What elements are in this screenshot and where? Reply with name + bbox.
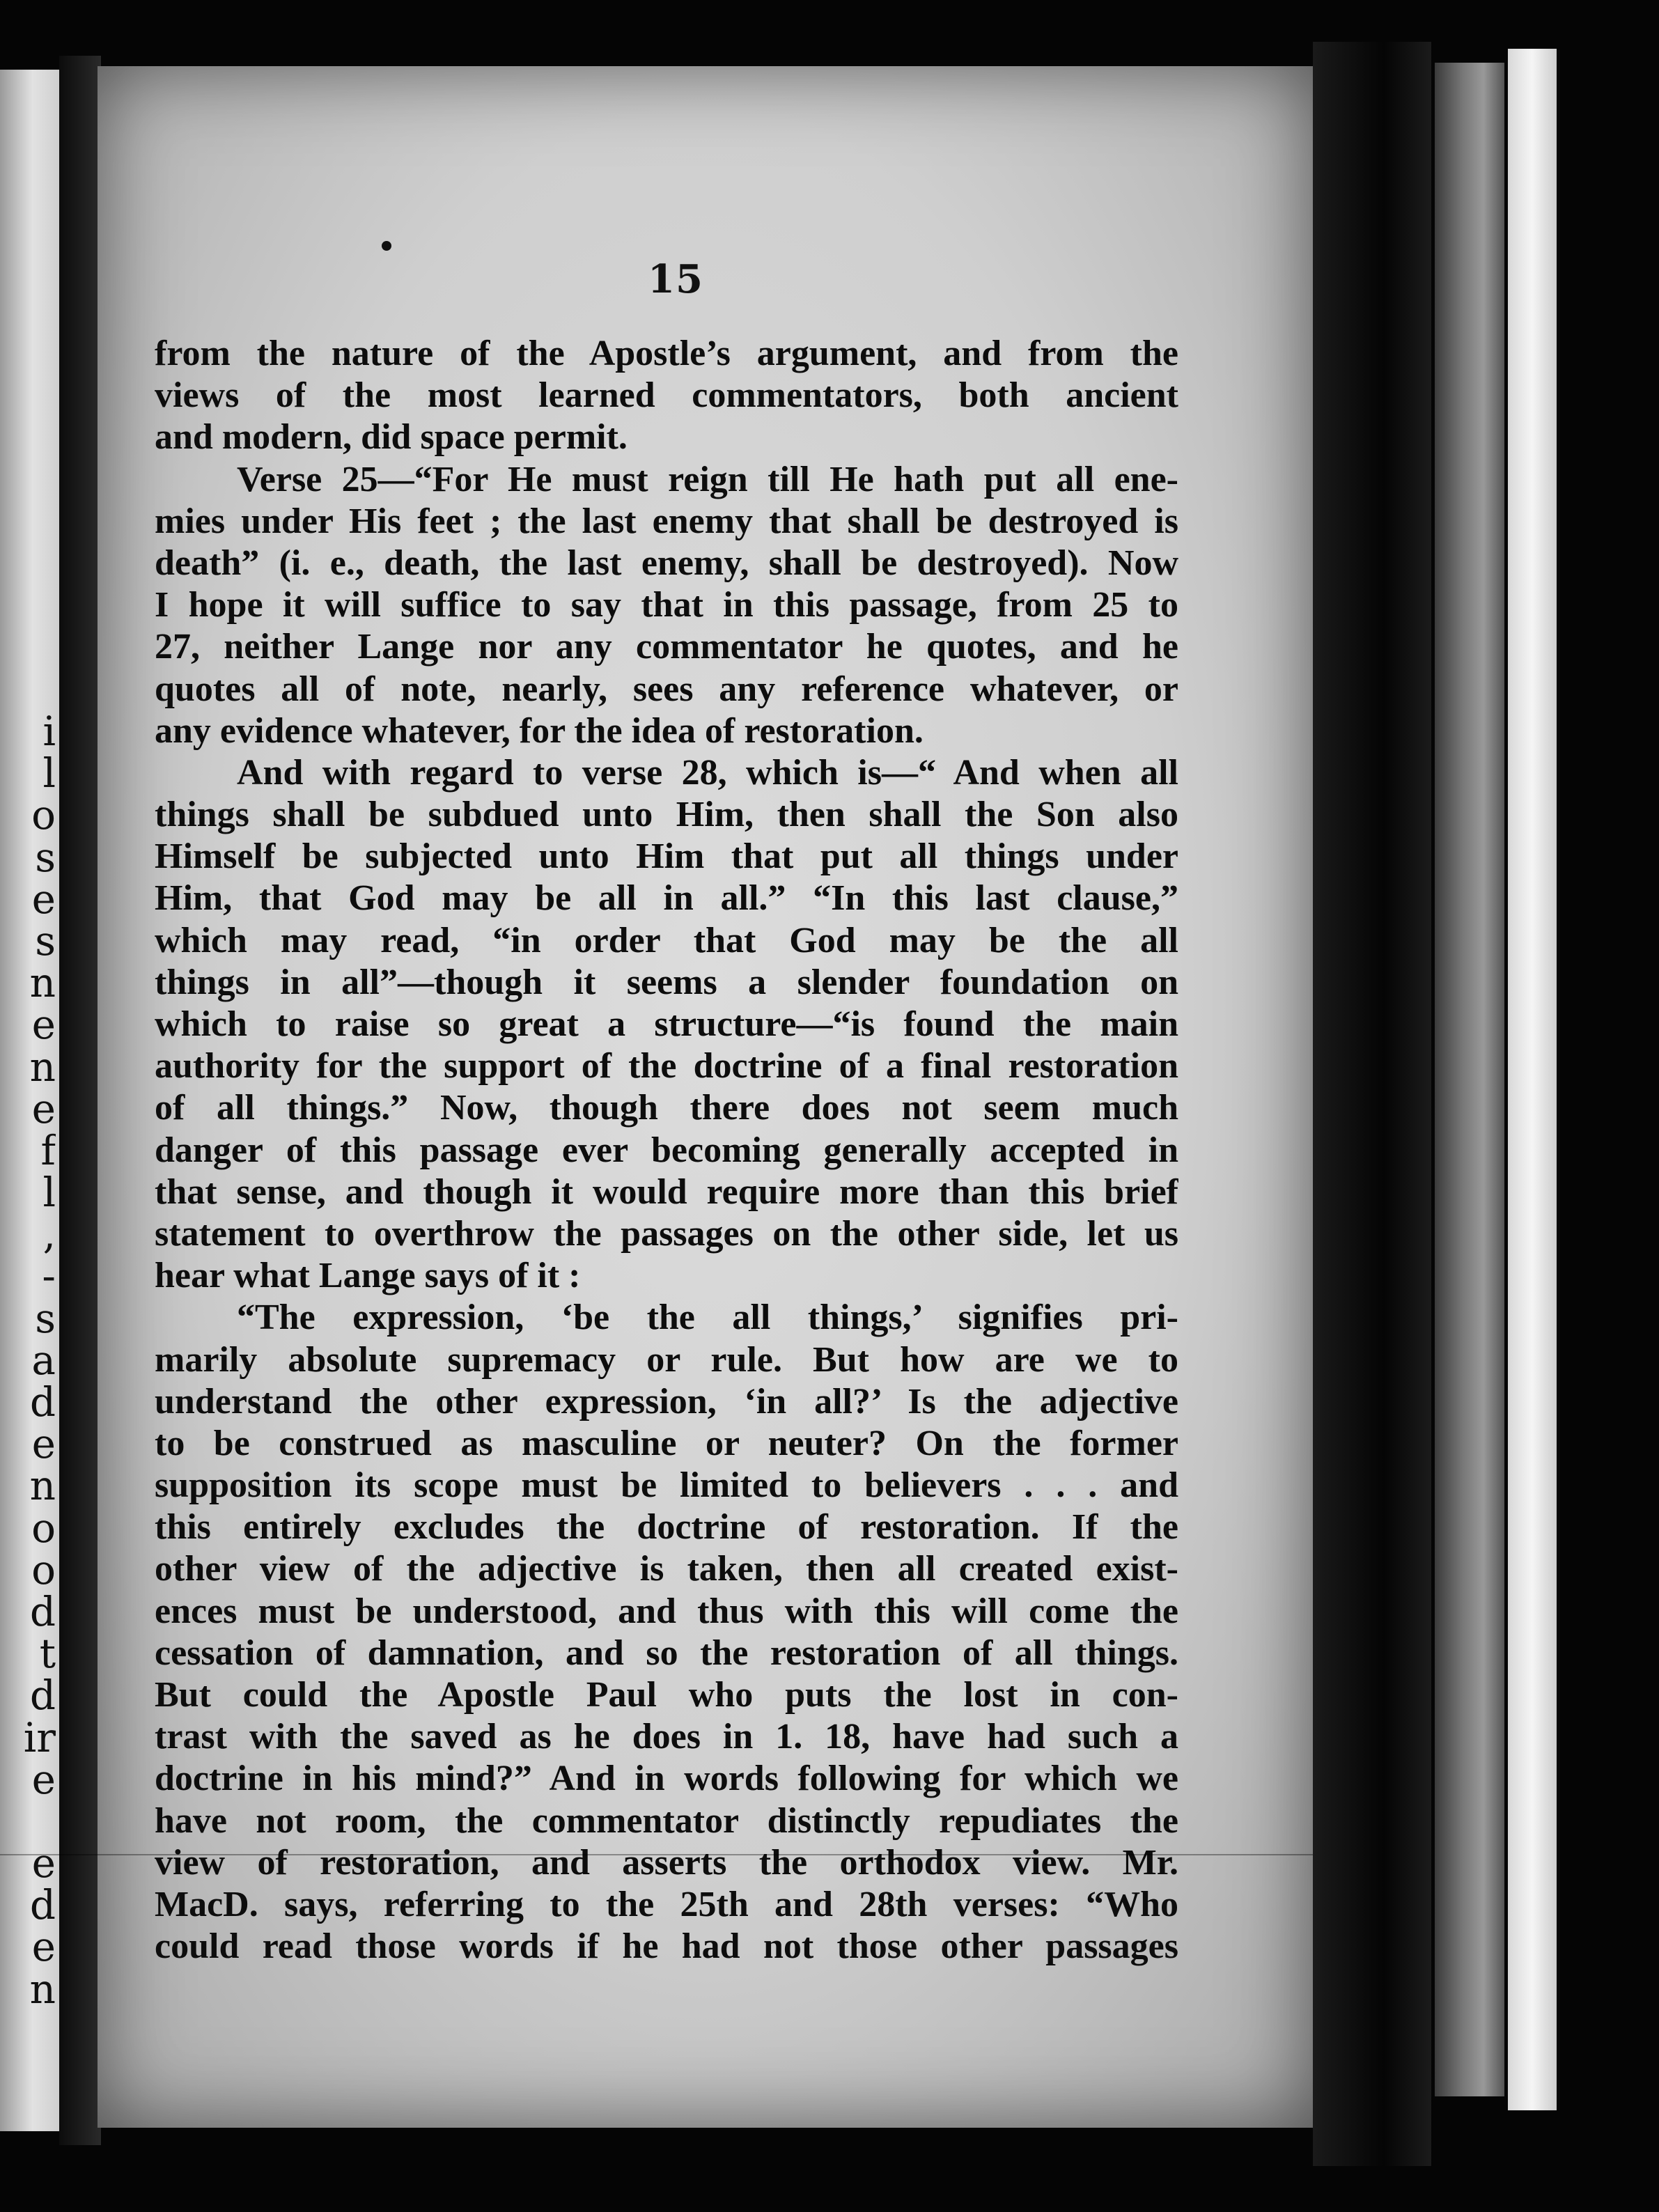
left-fragment: s: [35, 919, 56, 963]
page-number: 15: [648, 256, 703, 302]
left-fragment: e: [31, 1004, 56, 1046]
page-block-edge: [1435, 63, 1504, 2096]
left-fragment: n: [29, 1968, 56, 2010]
page-edge-highlight: [1508, 49, 1557, 2110]
text-line: views of the most learned commentators, both ancient: [155, 375, 1178, 416]
text-line: supposition its scope must be limited to believers . . . and: [155, 1465, 1178, 1506]
text-line: doctrine in his mind?” And in words following for which we: [155, 1759, 1178, 1799]
text-line: “The expression, ‘be the all things,’ signifies pri-: [237, 1298, 1178, 1338]
text-line: of all things.” Now, though there does not seem much: [155, 1088, 1178, 1128]
left-fragment: n: [29, 1465, 56, 1507]
left-page-edge: [0, 70, 59, 2131]
text-line: to be construed as masculine or neuter? On the former: [155, 1423, 1178, 1463]
text-line: hear what Lange says of it :: [155, 1256, 581, 1296]
text-line: things in all”—though it seems a slender foundation on: [155, 962, 1178, 1002]
text-line: that sense, and though it would require more than this brief: [155, 1171, 1178, 1212]
text-line: cessation of damnation, and so the restoration of all things.: [155, 1633, 1178, 1673]
text-line: marily absolute supremacy or rule. But how are we to: [155, 1339, 1178, 1380]
text-line: could read those words if he had not those other passages: [155, 1926, 1178, 1967]
body-text: [155, 333, 1178, 1968]
left-fragment: e: [31, 1087, 56, 1130]
left-fragment: [0, 1800, 56, 1842]
left-fragment: d: [29, 1884, 56, 1926]
text-line: understand the other expression, ‘in all?’ Is the adjective: [155, 1381, 1178, 1422]
text-line: quotes all of note, nearly, sees any reference whatever, or: [155, 669, 1178, 709]
left-fragment: l: [42, 752, 56, 795]
text-line: MacD. says, referring to the 25th and 28th verses: “Who: [155, 1884, 1178, 1924]
left-fragment: ,: [42, 1213, 56, 1256]
left-page-fragments: [0, 710, 56, 2010]
text-line: which to raise so great a structure—“is found the main: [155, 1004, 1178, 1044]
left-fragment: e: [31, 878, 56, 920]
left-fragment: i: [42, 710, 56, 753]
left-fragment: d: [29, 1674, 56, 1717]
left-fragment: e: [31, 1423, 56, 1465]
ink-spot: [382, 241, 391, 251]
left-fragment: t: [39, 1633, 56, 1675]
text-line: from the nature of the Apostle’s argument, and from the: [155, 334, 1178, 373]
left-fragment: s: [35, 836, 56, 878]
left-fragment: l: [42, 1171, 56, 1214]
left-fragment: e: [31, 1758, 56, 1800]
left-fragment: a: [31, 1339, 56, 1381]
text-line: And with regard to verse 28, which is—“ And when all: [237, 752, 1178, 793]
right-shadow: [1313, 42, 1431, 2166]
left-fragment: -: [42, 1255, 56, 1298]
text-line: danger of this passage ever becoming generally accepted in: [155, 1130, 1178, 1170]
left-fragment: ir: [23, 1716, 56, 1759]
text-line: have not room, the commentator distinctly repudiates the: [155, 1800, 1178, 1841]
text-line: statement to overthrow the passages on the other side, let us: [155, 1213, 1178, 1254]
text-line: I hope it will suffice to say that in this passage, from 25 to: [155, 585, 1178, 625]
text-line: things shall be subdued unto Him, then shall the Son also: [155, 795, 1178, 835]
text-line: and modern, did space permit.: [155, 417, 628, 458]
text-line: 27, neither Lange nor any commentator he quotes, and he: [155, 627, 1178, 667]
text-line: which may read, “in order that God may be the all: [155, 920, 1178, 960]
text-line: trast with the saved as he does in 1. 18, have had such a: [155, 1717, 1178, 1757]
text-line: view of restoration, and asserts the orthodox view. Mr.: [155, 1842, 1178, 1883]
left-fragment: n: [29, 962, 56, 1004]
left-fragment: d: [29, 1590, 56, 1633]
text-line: authority for the support of the doctrine of a final restoration: [155, 1046, 1178, 1086]
book-gutter: [59, 56, 101, 2145]
left-fragment: e: [31, 1842, 56, 1885]
text-line: Verse 25—“For He must reign till He hath put all ene-: [237, 459, 1178, 499]
text-line: this entirely excludes the doctrine of restoration. If the: [155, 1507, 1178, 1548]
left-fragment: d: [29, 1381, 56, 1424]
left-fragment: o: [31, 794, 56, 836]
left-fragment: e: [31, 1926, 56, 1968]
text-line: death” (i. e., death, the last enemy, shall be destroyed). Now: [155, 543, 1178, 583]
scan-artifact-line: [0, 1854, 1313, 1855]
left-fragment: n: [29, 1045, 56, 1088]
text-line: But could the Apostle Paul who puts the lost in con-: [155, 1675, 1178, 1715]
left-fragment: f: [40, 1129, 56, 1172]
text-line: ences must be understood, and thus with this will come the: [155, 1591, 1178, 1631]
left-fragment: o: [31, 1506, 56, 1549]
text-line: Himself be subjected unto Him that put all things under: [155, 836, 1178, 877]
left-fragment: o: [31, 1548, 56, 1591]
left-fragment: s: [35, 1297, 56, 1339]
text-line: other view of the adjective is taken, then all created exist-: [155, 1549, 1178, 1589]
text-line: any evidence whatever, for the idea of restoration.: [155, 710, 924, 751]
text-line: Him, that God may be all in all.” “In this last clause,”: [155, 878, 1178, 919]
text-line: mies under His feet ; the last enemy that shall be destroyed is: [155, 501, 1178, 541]
